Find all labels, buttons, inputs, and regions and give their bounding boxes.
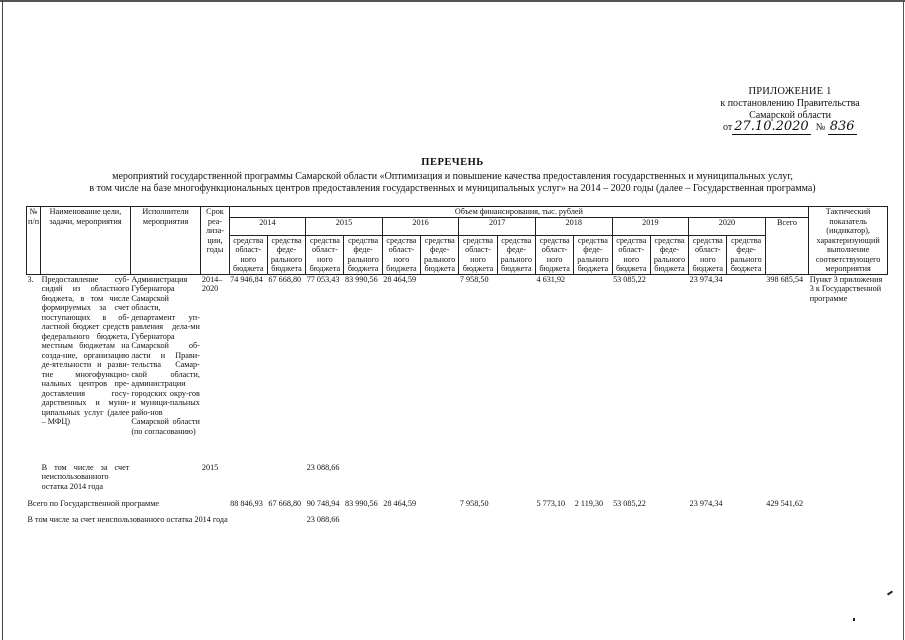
value-cell: 77 053,43 [306,274,340,284]
header-num: № п/п [27,207,41,275]
total-value: 23 974,34 [689,498,723,508]
pen-mark [853,618,855,621]
header-federal: средства феде-рального бюджета [344,235,382,274]
total-sub-value-2015: 23 088,66 [306,514,340,524]
value-cell [497,274,535,463]
header-indicator: Тактический показатель (индикатор), характеризующий выполнение соответствующего мероприятия [809,207,888,275]
row-term: 2014–2020 [201,274,223,293]
value-cell: 7 958,50 [459,274,489,284]
header-federal: средства феде-рального бюджета [497,235,535,274]
total-value [727,499,765,515]
header-regional: средства област-ного бюджета [229,235,267,274]
appendix-block [690,86,890,122]
value-cell [650,274,688,463]
header-federal: средства феде-рального бюджета [267,235,305,274]
header-year: 2020 [689,217,766,235]
header-federal: средства феде-рального бюджета [650,235,688,274]
date-prefix: от [723,122,733,133]
header-year: 2017 [459,217,536,235]
total-value [421,499,459,515]
header-name: Наименование цели, задачи, мероприятия [41,207,131,275]
table-row-3 [27,274,888,463]
row-num: 3. [27,274,34,284]
total-value: 67 668,80 [268,498,302,508]
total-value: 90 748,94 [306,498,340,508]
header-regional: средства област-ного бюджета [306,235,344,274]
row-indicator: Пункт 3 приложения 3 к Государственной программе [809,274,883,303]
header-federal: средства феде-рального бюджета [574,235,612,274]
header-regional: средства област-ного бюджета [459,235,497,274]
total-sub-row [27,515,888,525]
document-title: ПЕРЕЧЕНЬ [421,157,484,168]
header-year: 2014 [229,217,306,235]
header-regional: средства област-ного бюджета [382,235,420,274]
total-value [497,499,535,515]
sub-name: В том числе за счет неиспользованного остатка 2014 года [41,462,130,491]
value-cell: 53 085,22 [613,274,646,284]
number-prefix: № [815,122,826,133]
header-executors: Исполнители мероприятия [130,207,201,275]
page-right-border [903,0,904,640]
value-cell: 83 990,56 [344,274,378,284]
table-row-3-sub [27,463,888,499]
header-total: Всего [765,217,808,274]
grand-total: 429 541,62 [766,498,804,508]
program-activities-table [26,206,888,524]
document-subtitle-1: мероприятий государственной программы Самарской области «Оптимизация и повышение качества предоставления государственных и муниципальных услуг, [112,171,793,182]
value-cell: 28 464,59 [383,274,417,284]
header-federal: средства феде-рального бюджета [421,235,459,274]
handwritten-number: 836 [829,119,855,134]
row-name: Предоставление суб-сидий из областного бюджета, в том числе формируемых за счет поступающих в об-ластной бюджет средств федерального бюджета, местным бюджетам на созда-ние, организацию де-ятельности и разви-тие многофункцио-нальных центров пре-доставления госу-дарственных и муни-ципальных услуг (далее – МФЦ) [41,274,130,426]
header-funding: Объем финансирования, тыс. рублей [229,207,809,218]
page-left-border [2,0,3,640]
row-executors: Администрация Губернатора Самарской области, департамент уп-равления дела-ми Губернатора Самарской об-ласти и Прави-тельства Самар-ской области, администрации городских окру-гов и муници-пальных райо-нов Самарской области (по согласованию) [131,274,200,436]
total-value: 5 773,10 [536,498,566,508]
header-regional: средства област-ного бюджета [612,235,650,274]
header-year: 2019 [612,217,689,235]
sub-value-2015: 23 088,66 [306,462,340,472]
total-label: Всего по Государственной программе [27,498,160,508]
appendix-line-3: Самарской области [749,110,831,121]
decree-date-number [723,119,857,134]
row-total: 398 685,54 [766,274,804,284]
header-year: 2016 [382,217,459,235]
value-cell: 67 668,80 [268,274,302,284]
value-cell: 23 974,34 [689,274,723,284]
total-value: 7 958,50 [459,498,489,508]
value-cell: 74 946,84 [230,274,263,284]
header-year: 2018 [535,217,612,235]
total-row [27,499,888,515]
sub-term: 2015 [201,462,219,472]
appendix-title: ПРИЛОЖЕНИЕ 1 [748,86,832,97]
header-regional: средства област-ного бюджета [535,235,573,274]
total-value: 88 846,93 [230,498,263,508]
document-subtitle-2: в том числе на базе многофункциональных центров предоставления государственных и муниципальных услуг» на 2014 – 2020 годы (далее – Государственная программа) [89,183,816,194]
total-value: 28 464,59 [383,498,417,508]
handwritten-date: 27.10.2020 [734,119,809,134]
total-value: 53 085,22 [613,498,646,508]
header-term: Срок реа-лиза-ции, годы [201,207,229,275]
value-cell [727,274,765,463]
pen-mark [887,590,893,595]
total-value [650,499,688,515]
header-regional: средства област-ного бюджета [689,235,727,274]
header-year: 2015 [306,217,383,235]
header-federal: средства феде-рального бюджета [727,235,765,274]
total-value: 83 990,56 [344,498,378,508]
value-cell [574,274,612,463]
total-value: 2 119,30 [574,498,604,508]
value-cell [421,274,459,463]
value-cell: 4 631,92 [536,274,566,284]
total-sub-label: В том числе за счет неиспользованного остатка 2014 года [27,514,228,524]
appendix-line-2: к постановлению Правительства [720,98,860,109]
page-top-border [0,0,905,2]
